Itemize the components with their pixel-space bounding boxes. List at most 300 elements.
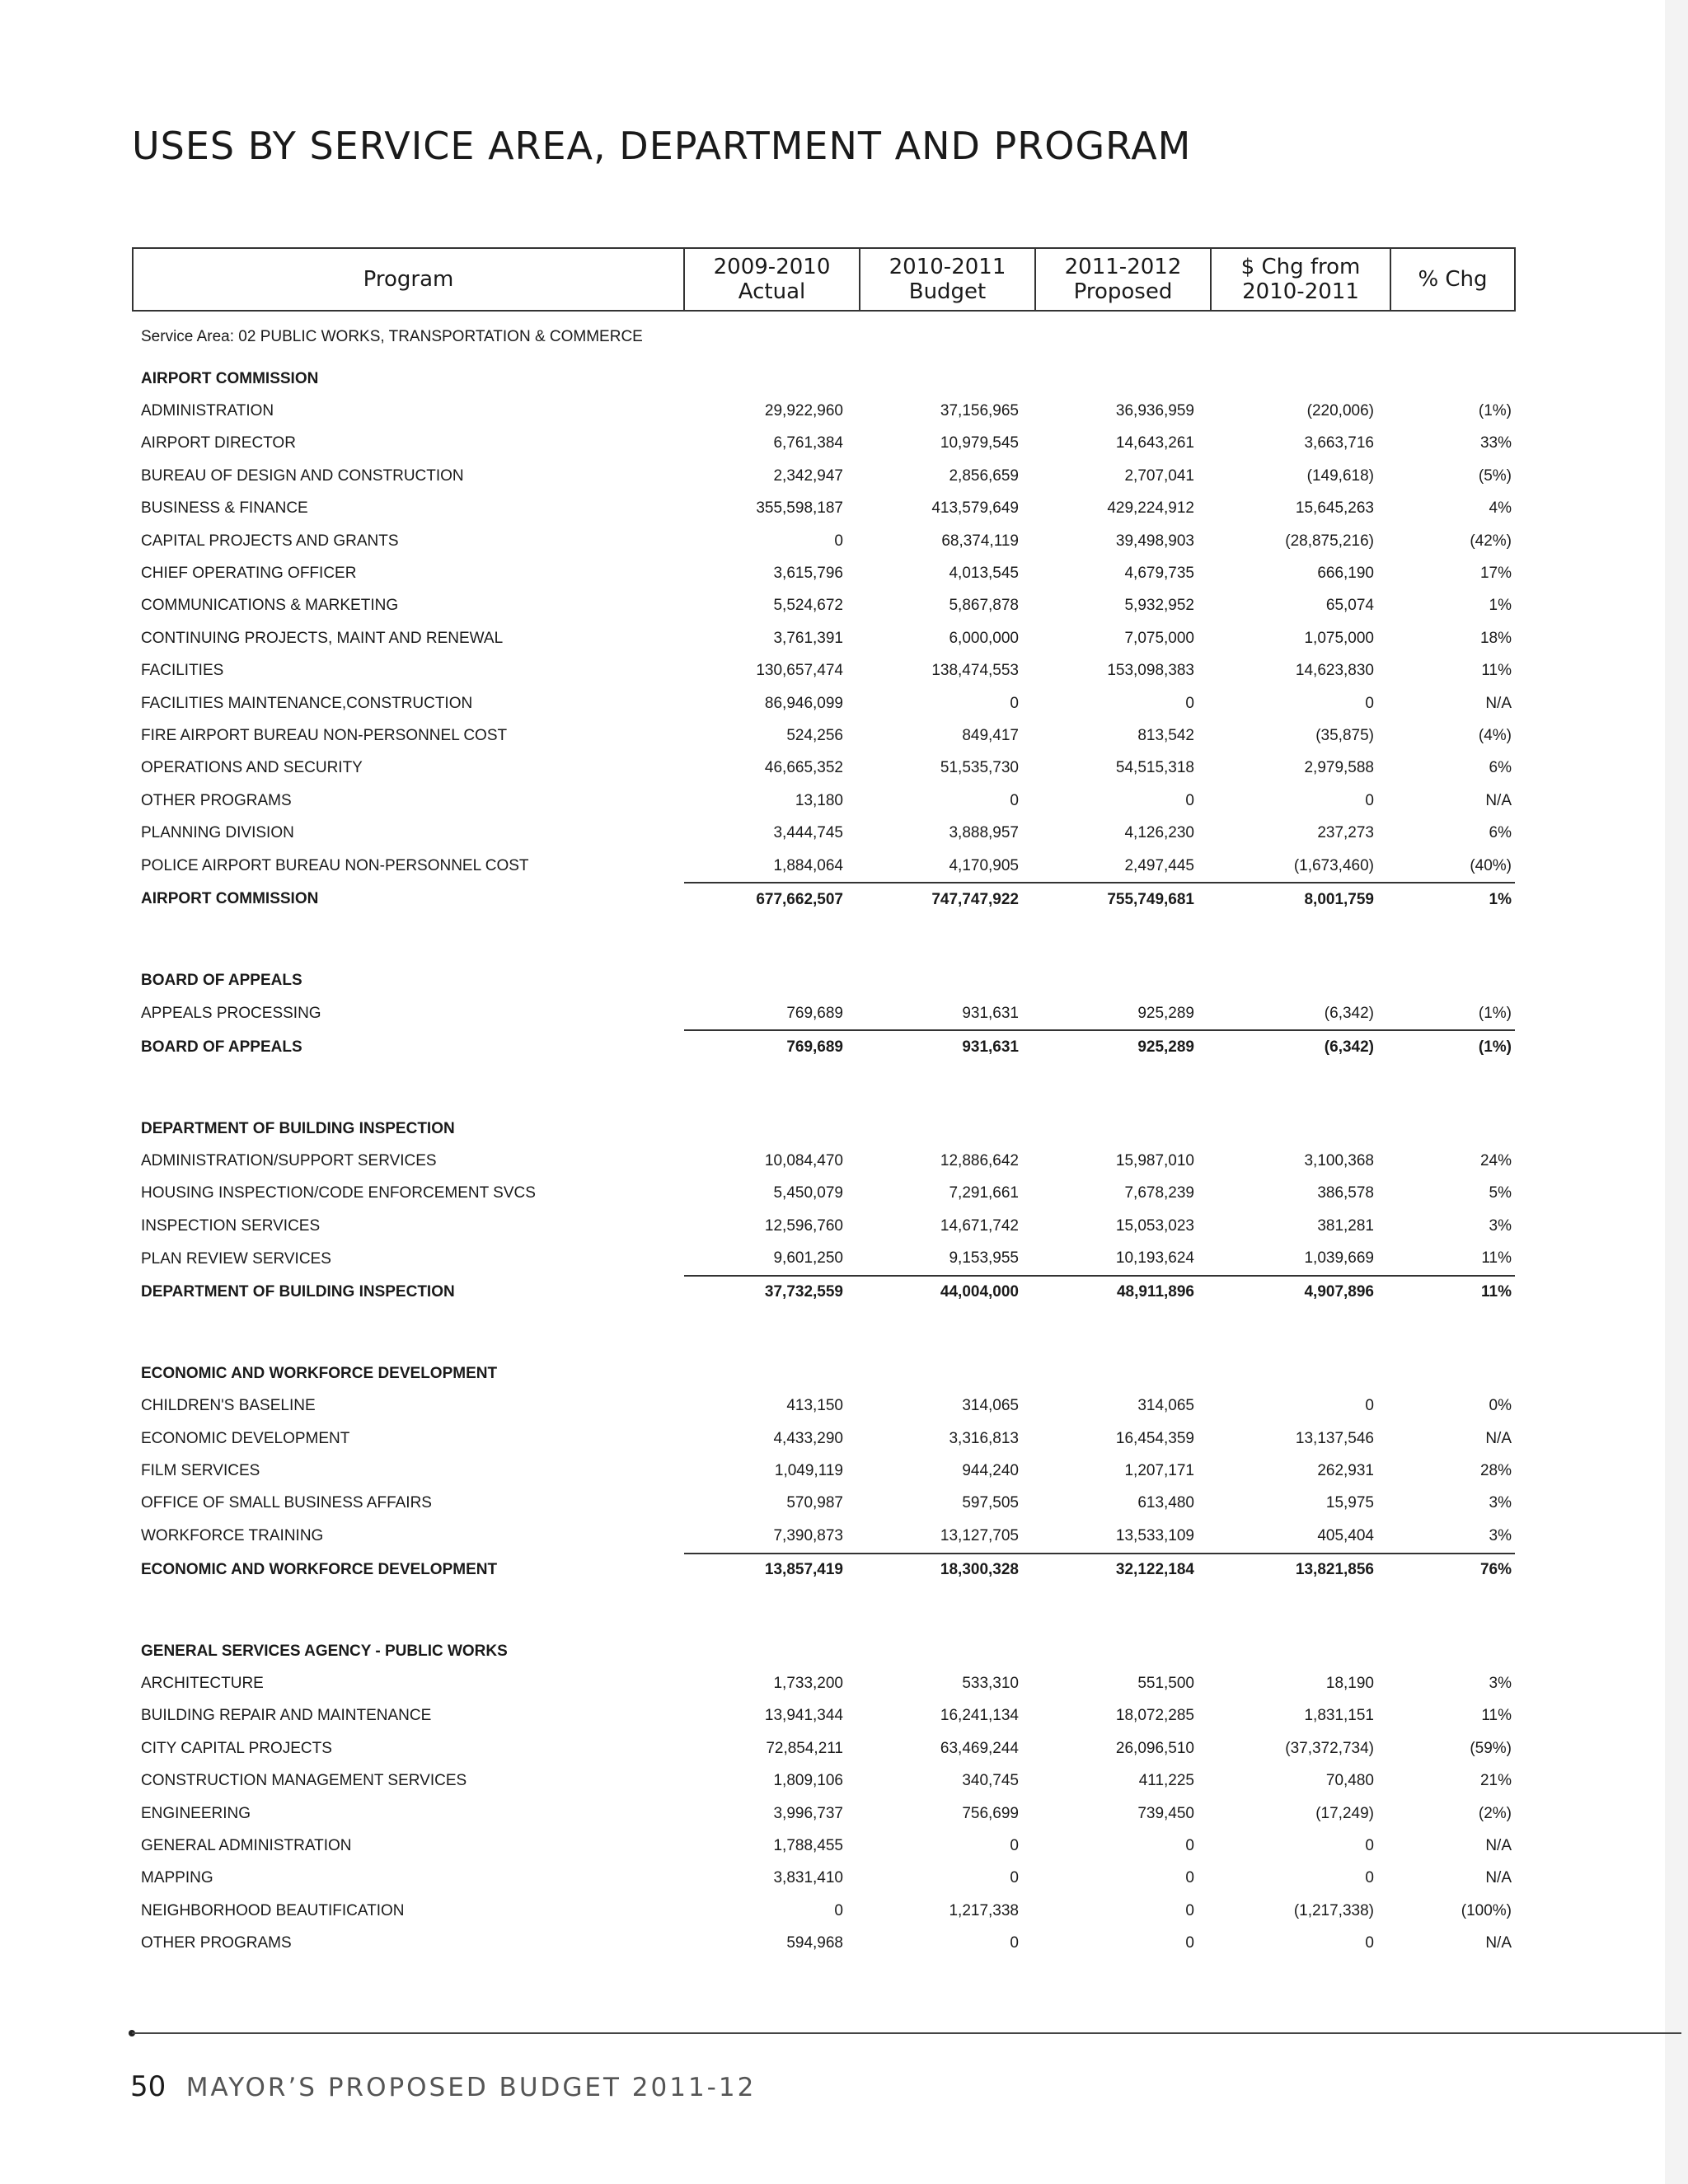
actual-value: 3,831,410 bbox=[773, 1869, 843, 1887]
dollar-change-value: 3,100,368 bbox=[1304, 1151, 1374, 1169]
section-spacer bbox=[133, 1309, 1515, 1357]
percent-change-value: 1% bbox=[1390, 883, 1515, 916]
actual-value: 1,788,455 bbox=[773, 1836, 843, 1854]
percent-change-value: 11% bbox=[1390, 1276, 1515, 1309]
budget-value: 3,316,813 bbox=[949, 1429, 1019, 1447]
program-name: CONSTRUCTION MANAGEMENT SERVICES bbox=[141, 1772, 467, 1790]
proposed-value: 0 bbox=[1185, 1901, 1194, 1919]
department-total-row bbox=[133, 1554, 1515, 1586]
percent-change-value: 33% bbox=[1479, 434, 1512, 452]
program-row bbox=[133, 687, 1515, 719]
actual-value: 570,987 bbox=[786, 1494, 843, 1512]
dollar-change-value: 2,979,588 bbox=[1304, 759, 1374, 777]
actual-value: 5,524,672 bbox=[773, 597, 843, 615]
program-row bbox=[133, 395, 1515, 427]
proposed-value: 36,936,959 bbox=[1115, 402, 1194, 420]
program-row bbox=[133, 1488, 1515, 1520]
proposed-value: 613,480 bbox=[1137, 1494, 1194, 1512]
dollar-change-value: 15,975 bbox=[1325, 1494, 1374, 1512]
page-edge-shade bbox=[1665, 0, 1688, 2184]
proposed-value: 39,498,903 bbox=[1115, 532, 1194, 550]
proposed-value: 0 bbox=[1185, 694, 1194, 712]
dollar-change-value: (6,342) bbox=[1324, 1004, 1374, 1022]
percent-change-value: (2%) bbox=[1478, 1804, 1512, 1822]
program-row bbox=[133, 1797, 1515, 1830]
budget-value: 5,867,878 bbox=[949, 597, 1019, 615]
program-name: MAPPING bbox=[141, 1869, 213, 1887]
percent-change-value: 4% bbox=[1489, 499, 1512, 518]
program-row bbox=[133, 1765, 1515, 1797]
program-row bbox=[133, 428, 1515, 460]
proposed-value: 739,450 bbox=[1137, 1804, 1194, 1822]
dollar-change-value: 4,907,896 bbox=[1211, 1276, 1390, 1309]
percent-change-value: 3% bbox=[1489, 1674, 1512, 1692]
dollar-change-value: 381,281 bbox=[1317, 1216, 1374, 1235]
proposed-value: 4,679,735 bbox=[1124, 565, 1194, 583]
proposed-value: 10,193,624 bbox=[1115, 1249, 1194, 1268]
dollar-change-value: 0 bbox=[1365, 1836, 1374, 1854]
department-header-row bbox=[133, 1113, 1515, 1145]
dollar-change-value: 0 bbox=[1365, 1934, 1374, 1952]
program-name: OFFICE OF SMALL BUSINESS AFFAIRS bbox=[141, 1494, 432, 1512]
department-name: DEPARTMENT OF BUILDING INSPECTION bbox=[141, 1119, 455, 1137]
program-row bbox=[133, 1145, 1515, 1177]
department-header-row bbox=[133, 1357, 1515, 1390]
percent-change-value: 11% bbox=[1481, 1707, 1512, 1725]
program-name: NEIGHBORHOOD BEAUTIFICATION bbox=[141, 1901, 405, 1919]
proposed-value: 0 bbox=[1185, 1934, 1194, 1952]
program-name: BOARD OF APPEALS bbox=[141, 1038, 302, 1056]
dollar-change-value: 0 bbox=[1365, 694, 1374, 712]
budget-value: 931,631 bbox=[962, 1004, 1019, 1022]
proposed-value: 429,224,912 bbox=[1107, 499, 1194, 518]
percent-change-value: 6% bbox=[1489, 824, 1512, 842]
program-name: POLICE AIRPORT BUREAU NON-PERSONNEL COST bbox=[141, 857, 529, 875]
proposed-value: 925,289 bbox=[1035, 1030, 1211, 1063]
actual-value: 1,733,200 bbox=[773, 1674, 843, 1692]
dollar-change-value: 13,821,856 bbox=[1211, 1554, 1390, 1586]
proposed-value: 15,053,023 bbox=[1115, 1216, 1194, 1235]
proposed-value: 813,542 bbox=[1137, 726, 1194, 744]
actual-value: 13,180 bbox=[795, 791, 843, 809]
budget-value: 747,747,922 bbox=[860, 883, 1035, 916]
actual-value: 594,968 bbox=[786, 1934, 843, 1952]
department-header-row bbox=[133, 965, 1515, 997]
program-row bbox=[133, 460, 1515, 492]
budget-value: 12,886,642 bbox=[940, 1151, 1019, 1169]
dollar-change-value: (220,006) bbox=[1306, 402, 1374, 420]
dollar-change-value: (35,875) bbox=[1315, 726, 1374, 744]
proposed-value: 18,072,285 bbox=[1115, 1707, 1194, 1725]
proposed-value: 551,500 bbox=[1137, 1674, 1194, 1692]
actual-value: 72,854,211 bbox=[766, 1739, 843, 1757]
dollar-change-value: 237,273 bbox=[1317, 824, 1374, 842]
actual-value: 10,084,470 bbox=[764, 1151, 843, 1169]
budget-value: 18,300,328 bbox=[860, 1554, 1035, 1586]
budget-value: 4,170,905 bbox=[949, 856, 1019, 874]
section-spacer bbox=[133, 1064, 1515, 1113]
proposed-value: 153,098,383 bbox=[1107, 662, 1194, 680]
budget-value: 944,240 bbox=[962, 1462, 1019, 1480]
percent-change-value: (1%) bbox=[1478, 402, 1512, 420]
budget-value: 63,469,244 bbox=[940, 1739, 1019, 1757]
program-name: PLANNING DIVISION bbox=[141, 824, 294, 842]
budget-value: 0 bbox=[1010, 1869, 1019, 1887]
percent-change-value: 17% bbox=[1479, 565, 1512, 583]
program-name: CAPITAL PROJECTS AND GRANTS bbox=[141, 532, 399, 550]
actual-value: 13,941,344 bbox=[764, 1707, 843, 1725]
dollar-change-value: (1,217,338) bbox=[1293, 1901, 1374, 1919]
percent-change-value: (42%) bbox=[1470, 532, 1512, 550]
table-body bbox=[133, 311, 1515, 1960]
actual-value: 1,809,106 bbox=[773, 1772, 843, 1790]
actual-value: 3,996,737 bbox=[773, 1804, 843, 1822]
percent-change-value: (4%) bbox=[1478, 726, 1512, 744]
program-name: GENERAL ADMINISTRATION bbox=[141, 1836, 352, 1854]
program-row bbox=[133, 1390, 1515, 1422]
percent-change-value: 3% bbox=[1489, 1494, 1512, 1512]
dollar-change-value: (149,618) bbox=[1306, 466, 1374, 485]
percent-change-value: N/A bbox=[1485, 1934, 1512, 1952]
budget-value: 44,004,000 bbox=[860, 1276, 1035, 1309]
section-spacer bbox=[133, 916, 1515, 965]
percent-change-value: N/A bbox=[1485, 694, 1512, 712]
proposed-value: 1,207,171 bbox=[1124, 1462, 1194, 1480]
actual-value: 0 bbox=[834, 1901, 843, 1919]
actual-value: 46,665,352 bbox=[764, 759, 843, 777]
program-row bbox=[133, 622, 1515, 654]
program-name: AIRPORT COMMISSION bbox=[141, 890, 319, 908]
dollar-change-value: 666,190 bbox=[1317, 565, 1374, 583]
actual-value: 524,256 bbox=[786, 726, 843, 744]
budget-value: 16,241,134 bbox=[940, 1707, 1019, 1725]
percent-change-value: N/A bbox=[1485, 791, 1512, 809]
program-name: OTHER PROGRAMS bbox=[141, 1934, 292, 1952]
program-name: CHIEF OPERATING OFFICER bbox=[141, 565, 357, 583]
proposed-value: 755,749,681 bbox=[1035, 883, 1211, 916]
program-row bbox=[133, 1242, 1515, 1275]
proposed-value: 48,911,896 bbox=[1035, 1276, 1211, 1309]
dollar-change-value: 14,623,830 bbox=[1295, 662, 1374, 680]
header-program: Program bbox=[133, 248, 684, 311]
actual-value: 1,884,064 bbox=[773, 856, 843, 874]
header-actual-label: Actual bbox=[738, 279, 806, 304]
proposed-value: 16,454,359 bbox=[1115, 1429, 1194, 1447]
budget-value: 340,745 bbox=[962, 1772, 1019, 1790]
program-name: CITY CAPITAL PROJECTS bbox=[141, 1739, 332, 1757]
program-row bbox=[133, 850, 1515, 883]
budget-value: 13,127,705 bbox=[940, 1526, 1019, 1544]
budget-table-container bbox=[132, 247, 1514, 1960]
dollar-change-value: 405,404 bbox=[1317, 1526, 1374, 1544]
page-footer bbox=[130, 2070, 756, 2103]
actual-value: 37,732,559 bbox=[684, 1276, 860, 1309]
service-area-label: Service Area: 02 PUBLIC WORKS, TRANSPORTATION & COMMERCE bbox=[141, 328, 643, 345]
percent-change-value: (40%) bbox=[1470, 856, 1512, 874]
program-name: ENGINEERING bbox=[141, 1804, 251, 1822]
dollar-change-value: 1,039,669 bbox=[1304, 1249, 1374, 1268]
program-row bbox=[133, 1895, 1515, 1927]
program-row bbox=[133, 752, 1515, 785]
program-name: FILM SERVICES bbox=[141, 1462, 260, 1480]
budget-value: 0 bbox=[1010, 694, 1019, 712]
percent-change-value: 0% bbox=[1489, 1397, 1512, 1415]
percent-change-value: 5% bbox=[1489, 1184, 1512, 1202]
percent-change-value: 3% bbox=[1489, 1526, 1512, 1544]
program-row bbox=[133, 493, 1515, 525]
percent-change-value: (59%) bbox=[1470, 1739, 1512, 1757]
header-dollar-change bbox=[1211, 248, 1390, 311]
budget-value: 37,156,965 bbox=[940, 402, 1019, 420]
actual-value: 130,657,474 bbox=[756, 662, 843, 680]
program-name: FACILITIES bbox=[141, 662, 224, 680]
program-row bbox=[133, 1700, 1515, 1732]
header-actual bbox=[684, 248, 860, 311]
actual-value: 2,342,947 bbox=[773, 466, 843, 485]
dollar-change-value: (6,342) bbox=[1211, 1030, 1390, 1063]
actual-value: 6,761,384 bbox=[773, 434, 843, 452]
service-area-row bbox=[133, 311, 1515, 363]
program-name: INSPECTION SERVICES bbox=[141, 1216, 321, 1235]
program-name: COMMUNICATIONS & MARKETING bbox=[141, 597, 399, 615]
program-name: WORKFORCE TRAINING bbox=[141, 1527, 324, 1545]
program-row bbox=[133, 1210, 1515, 1242]
program-row bbox=[133, 1732, 1515, 1765]
header-budget-year: 2010-2011 bbox=[889, 255, 1006, 279]
program-name: OTHER PROGRAMS bbox=[141, 791, 292, 809]
program-row bbox=[133, 1927, 1515, 1959]
dollar-change-value: 3,663,716 bbox=[1304, 434, 1374, 452]
page-title: USES BY SERVICE AREA, DEPARTMENT AND PROGRAM bbox=[132, 124, 1192, 168]
program-name: ECONOMIC AND WORKFORCE DEVELOPMENT bbox=[141, 1560, 498, 1578]
department-header-row bbox=[133, 1635, 1515, 1667]
percent-change-value: N/A bbox=[1485, 1836, 1512, 1854]
percent-change-value: (1%) bbox=[1478, 1004, 1512, 1022]
proposed-value: 0 bbox=[1185, 1836, 1194, 1854]
actual-value: 13,857,419 bbox=[684, 1554, 860, 1586]
program-row bbox=[133, 590, 1515, 622]
program-row bbox=[133, 785, 1515, 817]
percent-change-value: 24% bbox=[1479, 1151, 1512, 1169]
table-header-row bbox=[133, 248, 1515, 311]
dollar-change-value: (17,249) bbox=[1315, 1804, 1374, 1822]
proposed-value: 0 bbox=[1185, 791, 1194, 809]
dollar-change-value: 13,137,546 bbox=[1295, 1429, 1374, 1447]
percent-change-value: 6% bbox=[1489, 759, 1512, 777]
actual-value: 7,390,873 bbox=[773, 1526, 843, 1544]
program-name: ADMINISTRATION/SUPPORT SERVICES bbox=[141, 1151, 437, 1169]
program-name: BUSINESS & FINANCE bbox=[141, 499, 308, 518]
publication-title: MAYOR’S PROPOSED BUDGET 2011-12 bbox=[185, 2073, 757, 2102]
dollar-change-value: 18,190 bbox=[1325, 1674, 1374, 1692]
budget-value: 849,417 bbox=[962, 726, 1019, 744]
department-total-row bbox=[133, 883, 1515, 916]
department-total-row bbox=[133, 1030, 1515, 1063]
program-row bbox=[133, 1863, 1515, 1895]
program-name: ECONOMIC DEVELOPMENT bbox=[141, 1429, 350, 1447]
program-row bbox=[133, 997, 1515, 1030]
footer-rule bbox=[132, 2032, 1681, 2034]
percent-change-value: (5%) bbox=[1478, 466, 1512, 485]
percent-change-value: 28% bbox=[1479, 1462, 1512, 1480]
section-spacer bbox=[133, 1586, 1515, 1635]
page-number: 50 bbox=[130, 2070, 166, 2103]
proposed-value: 13,533,109 bbox=[1115, 1526, 1194, 1544]
actual-value: 1,049,119 bbox=[774, 1462, 843, 1480]
dollar-change-value: 1,831,151 bbox=[1304, 1707, 1374, 1725]
actual-value: 3,444,745 bbox=[773, 824, 843, 842]
dollar-change-value: 0 bbox=[1365, 1397, 1374, 1415]
program-row bbox=[133, 719, 1515, 752]
header-proposed bbox=[1035, 248, 1211, 311]
proposed-value: 2,707,041 bbox=[1124, 466, 1194, 485]
program-row bbox=[133, 1455, 1515, 1487]
budget-value: 68,374,119 bbox=[941, 532, 1019, 550]
program-name: FIRE AIRPORT BUREAU NON-PERSONNEL COST bbox=[141, 726, 508, 744]
proposed-value: 26,096,510 bbox=[1115, 1739, 1194, 1757]
program-row bbox=[133, 1520, 1515, 1553]
dollar-change-value: 262,931 bbox=[1317, 1462, 1374, 1480]
budget-value: 931,631 bbox=[860, 1030, 1035, 1063]
actual-value: 769,689 bbox=[786, 1004, 843, 1022]
dollar-change-value: 0 bbox=[1365, 791, 1374, 809]
budget-value: 10,979,545 bbox=[940, 434, 1019, 452]
budget-value: 51,535,730 bbox=[940, 759, 1019, 777]
program-name: ADMINISTRATION bbox=[141, 402, 274, 420]
percent-change-value: N/A bbox=[1485, 1429, 1512, 1447]
proposed-value: 15,987,010 bbox=[1115, 1151, 1194, 1169]
budget-value: 533,310 bbox=[962, 1674, 1019, 1692]
program-row bbox=[133, 817, 1515, 849]
program-row bbox=[133, 1667, 1515, 1699]
proposed-value: 32,122,184 bbox=[1035, 1554, 1211, 1586]
program-row bbox=[133, 1422, 1515, 1455]
program-name: CHILDREN'S BASELINE bbox=[141, 1397, 316, 1415]
dollar-change-value: (37,372,734) bbox=[1285, 1739, 1374, 1757]
budget-value: 4,013,545 bbox=[949, 565, 1019, 583]
program-name: FACILITIES MAINTENANCE,CONSTRUCTION bbox=[141, 694, 473, 712]
percent-change-value: 11% bbox=[1481, 662, 1512, 680]
dollar-change-value: (1,673,460) bbox=[1293, 856, 1374, 874]
budget-value: 9,153,955 bbox=[949, 1249, 1019, 1268]
actual-value: 413,150 bbox=[786, 1397, 843, 1415]
program-name: BUREAU OF DESIGN AND CONSTRUCTION bbox=[141, 466, 464, 485]
department-name: AIRPORT COMMISSION bbox=[141, 369, 319, 387]
actual-value: 677,662,507 bbox=[684, 883, 860, 916]
budget-value: 597,505 bbox=[962, 1494, 1019, 1512]
percent-change-value: N/A bbox=[1485, 1869, 1512, 1887]
actual-value: 0 bbox=[834, 532, 843, 550]
proposed-value: 14,643,261 bbox=[1115, 434, 1194, 452]
dollar-change-value: 8,001,759 bbox=[1211, 883, 1390, 916]
percent-change-value: 21% bbox=[1479, 1772, 1512, 1790]
dollar-change-value: 0 bbox=[1365, 1869, 1374, 1887]
actual-value: 12,596,760 bbox=[764, 1216, 843, 1235]
department-name: BOARD OF APPEALS bbox=[141, 972, 302, 990]
proposed-value: 411,225 bbox=[1138, 1772, 1194, 1790]
budget-value: 0 bbox=[1010, 1934, 1019, 1952]
program-name: CONTINUING PROJECTS, MAINT AND RENEWAL bbox=[141, 629, 504, 647]
header-dollar-change-line2: 2010-2011 bbox=[1242, 279, 1359, 304]
program-name: APPEALS PROCESSING bbox=[141, 1005, 321, 1023]
actual-value: 5,450,079 bbox=[773, 1184, 843, 1202]
percent-change-value: (100%) bbox=[1461, 1901, 1512, 1919]
proposed-value: 7,678,239 bbox=[1124, 1184, 1194, 1202]
actual-value: 86,946,099 bbox=[764, 694, 843, 712]
budget-value: 14,671,742 bbox=[940, 1216, 1019, 1235]
actual-value: 3,615,796 bbox=[773, 565, 843, 583]
actual-value: 29,922,960 bbox=[764, 402, 843, 420]
budget-value: 756,699 bbox=[962, 1804, 1019, 1822]
actual-value: 769,689 bbox=[684, 1030, 860, 1063]
budget-value: 0 bbox=[1010, 791, 1019, 809]
actual-value: 3,761,391 bbox=[773, 629, 843, 647]
budget-value: 314,065 bbox=[962, 1397, 1019, 1415]
department-total-row bbox=[133, 1276, 1515, 1309]
program-name: PLAN REVIEW SERVICES bbox=[141, 1249, 331, 1268]
proposed-value: 5,932,952 bbox=[1124, 597, 1194, 615]
program-row bbox=[133, 1178, 1515, 1210]
header-dollar-change-line1: $ Chg from bbox=[1240, 255, 1361, 279]
percent-change-value: 1% bbox=[1489, 597, 1512, 615]
percent-change-value: (1%) bbox=[1390, 1030, 1515, 1063]
program-row bbox=[133, 655, 1515, 687]
department-header-row bbox=[133, 363, 1515, 395]
header-proposed-year: 2011-2012 bbox=[1064, 255, 1182, 279]
dollar-change-value: 1,075,000 bbox=[1304, 629, 1374, 647]
header-percent-change: % Chg bbox=[1390, 248, 1515, 311]
program-name: HOUSING INSPECTION/CODE ENFORCEMENT SVCS bbox=[141, 1184, 536, 1202]
budget-value: 413,579,649 bbox=[931, 499, 1019, 518]
program-name: BUILDING REPAIR AND MAINTENANCE bbox=[141, 1707, 432, 1725]
dollar-change-value: 70,480 bbox=[1325, 1772, 1374, 1790]
department-name: ECONOMIC AND WORKFORCE DEVELOPMENT bbox=[141, 1364, 498, 1382]
proposed-value: 4,126,230 bbox=[1124, 824, 1194, 842]
program-name: AIRPORT DIRECTOR bbox=[141, 434, 296, 452]
actual-value: 4,433,290 bbox=[773, 1429, 843, 1447]
program-name: ARCHITECTURE bbox=[141, 1674, 264, 1692]
budget-value: 6,000,000 bbox=[949, 629, 1019, 647]
header-budget-label: Budget bbox=[908, 279, 987, 304]
percent-change-value: 11% bbox=[1481, 1249, 1512, 1268]
actual-value: 9,601,250 bbox=[773, 1249, 843, 1268]
program-name: DEPARTMENT OF BUILDING INSPECTION bbox=[141, 1282, 455, 1301]
percent-change-value: 76% bbox=[1390, 1554, 1515, 1586]
proposed-value: 314,065 bbox=[1137, 1397, 1194, 1415]
percent-change-value: 18% bbox=[1479, 629, 1512, 647]
budget-table bbox=[132, 247, 1516, 1960]
header-proposed-label: Proposed bbox=[1073, 279, 1173, 304]
budget-value: 3,888,957 bbox=[949, 824, 1019, 842]
proposed-value: 7,075,000 bbox=[1124, 629, 1194, 647]
program-row bbox=[133, 525, 1515, 557]
budget-value: 7,291,661 bbox=[949, 1184, 1019, 1202]
budget-value: 2,856,659 bbox=[949, 466, 1019, 485]
proposed-value: 2,497,445 bbox=[1124, 856, 1194, 874]
program-row bbox=[133, 557, 1515, 589]
proposed-value: 0 bbox=[1185, 1869, 1194, 1887]
budget-value: 0 bbox=[1010, 1836, 1019, 1854]
program-row bbox=[133, 1830, 1515, 1862]
proposed-value: 54,515,318 bbox=[1115, 759, 1194, 777]
dollar-change-value: 65,074 bbox=[1325, 597, 1374, 615]
dollar-change-value: (28,875,216) bbox=[1285, 532, 1374, 550]
actual-value: 355,598,187 bbox=[756, 499, 843, 518]
department-name: GENERAL SERVICES AGENCY - PUBLIC WORKS bbox=[141, 1642, 508, 1660]
budget-value: 138,474,553 bbox=[931, 662, 1019, 680]
header-budget bbox=[860, 248, 1035, 311]
proposed-value: 925,289 bbox=[1137, 1004, 1194, 1022]
